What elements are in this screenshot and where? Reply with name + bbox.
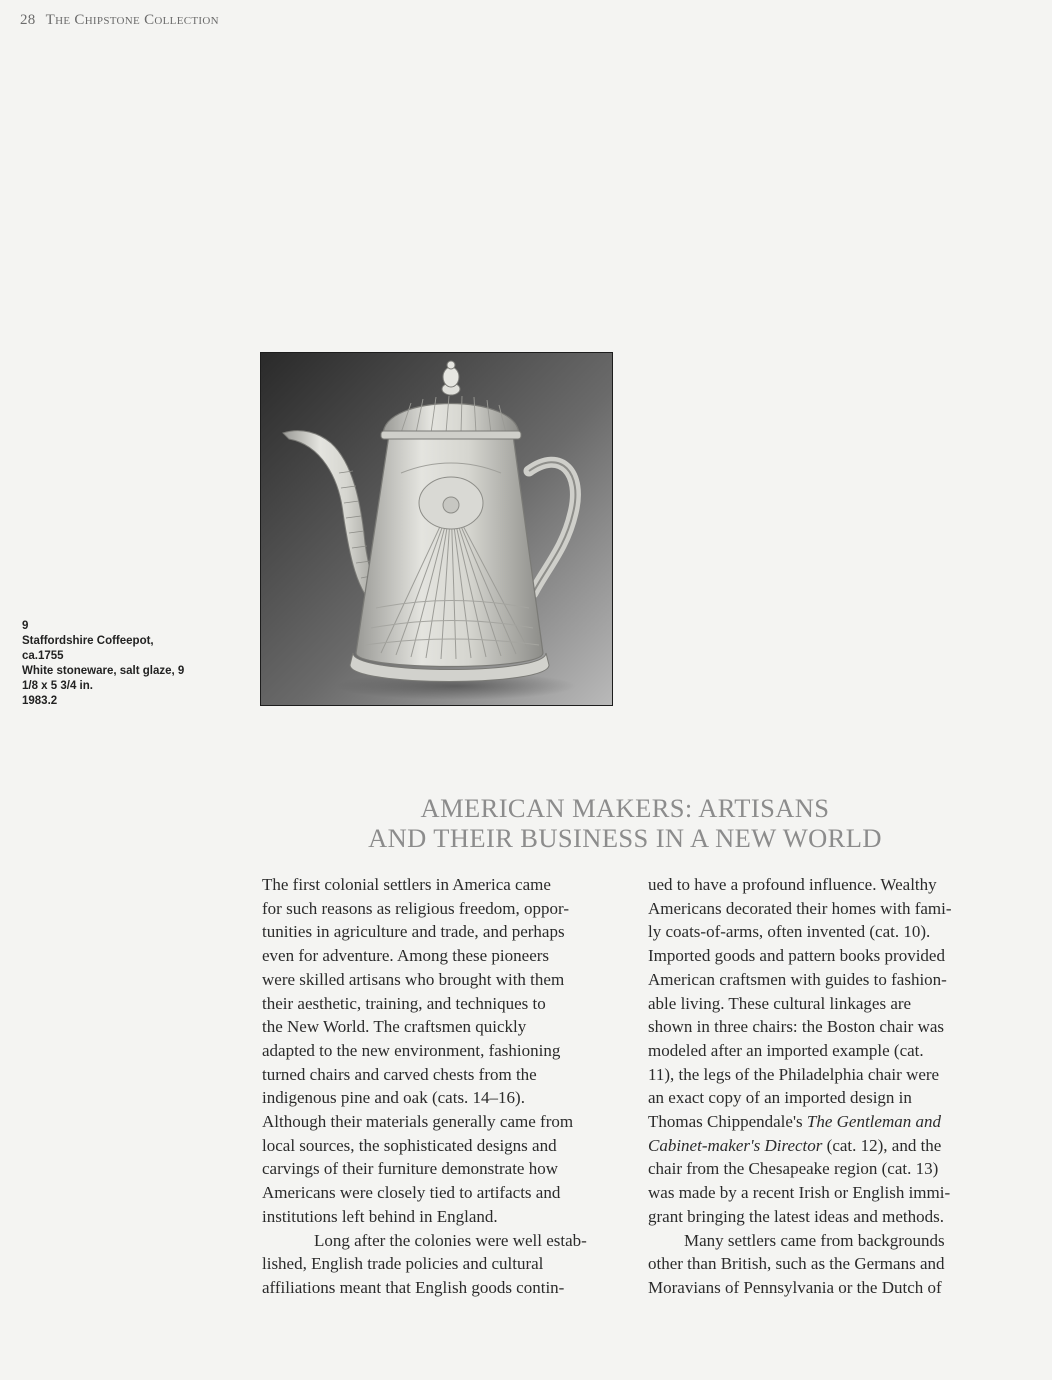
text-line: even for adventure. Among these pioneers [262, 946, 550, 966]
text-line: Although their materials generally came from [262, 1112, 574, 1132]
caption-material: White stoneware, salt glaze, 9 [22, 665, 185, 677]
text-line: American craftsmen with guides to fashion- [648, 969, 947, 989]
section-heading-line-1: AMERICAN MAKERS: ARTISANS [420, 793, 830, 823]
text-line: indigenous pine and oak (cats. 14–16). [262, 1088, 525, 1108]
text-line: Moravians of Pennsylvania or the Dutch of [648, 1277, 942, 1297]
text-line: ly coats-of-arms, often invented (cat. 10). [648, 922, 931, 942]
text-line: modeled after an imported example (cat. [648, 1040, 924, 1060]
text-segment: (cat. 12), and the [826, 1135, 942, 1155]
text-line: was made by a recent Irish or English immi- [648, 1183, 951, 1203]
caption-accession: 1983.2 [22, 695, 58, 707]
text-line: Long after the colonies were well estab- [314, 1230, 587, 1250]
text-line [648, 1110, 998, 1134]
text-line: for such reasons as religious freedom, oppor- [262, 898, 569, 918]
text-line: shown in three chairs: the Boston chair was [648, 1017, 945, 1037]
text-line: their aesthetic, training, and techniques to [262, 993, 546, 1013]
body-column-left [262, 873, 622, 1300]
text-line: an exact copy of an imported design in [648, 1088, 912, 1108]
text-line: Americans decorated their homes with fami- [648, 898, 952, 918]
text-line: local sources, the sophisticated designs and [262, 1135, 557, 1155]
section-heading-line-2: AND THEIR BUSINESS IN A NEW WORLD [368, 823, 882, 853]
caption-date: ca.1755 [22, 650, 64, 662]
book-title: The Gentleman and [806, 1112, 941, 1132]
text-line: grant bringing the latest ideas and methods. [648, 1206, 945, 1226]
text-line: The first colonial settlers in America came [262, 875, 551, 894]
text-line: Americans were closely tied to artifacts and [262, 1183, 561, 1203]
text-line: institutions left behind in England. [262, 1206, 498, 1226]
page-number: 28 [20, 12, 36, 28]
caption-title: Staffordshire Coffeepot, [22, 635, 154, 647]
text-line: other than British, such as the Germans and [648, 1254, 945, 1274]
running-head [20, 12, 219, 29]
text-line: were skilled artisans who brought with them [262, 969, 565, 989]
section-heading [300, 793, 950, 853]
publication-title: The Chipstone Collection [45, 12, 219, 28]
text-line [648, 1134, 998, 1158]
text-line: 11), the legs of the Philadelphia chair were [648, 1064, 940, 1084]
text-segment: Thomas Chippendale's [648, 1112, 803, 1132]
text-line: Many settlers came from backgrounds [684, 1230, 945, 1250]
caption-dimensions: 1/8 x 5 3/4 in. [22, 680, 93, 692]
text-line: turned chairs and carved chests from the [262, 1064, 537, 1084]
coffeepot-illustration [261, 353, 612, 705]
text-line: ued to have a profound influence. Wealthy [648, 875, 937, 894]
text-line: the New World. The craftsmen quickly [262, 1017, 527, 1037]
text-line: lished, English trade policies and cultural [262, 1254, 544, 1274]
caption-number: 9 [22, 620, 29, 632]
text-line: tunities in agriculture and trade, and perhaps [262, 922, 565, 942]
text-line: chair from the Chesapeake region (cat. 13) [648, 1159, 939, 1179]
coffeepot-photograph [260, 352, 613, 706]
text-line: carvings of their furniture demonstrate how [262, 1159, 558, 1179]
text-line: affiliations meant that English goods contin- [262, 1277, 565, 1297]
body-column-right [648, 873, 998, 1300]
text-line: Imported goods and pattern books provided [648, 946, 945, 966]
text-line: adapted to the new environment, fashioning [262, 1040, 561, 1060]
figure-caption [22, 619, 222, 709]
book-title: Cabinet-maker's Director [648, 1135, 823, 1155]
text-line: able living. These cultural linkages are [648, 993, 912, 1013]
